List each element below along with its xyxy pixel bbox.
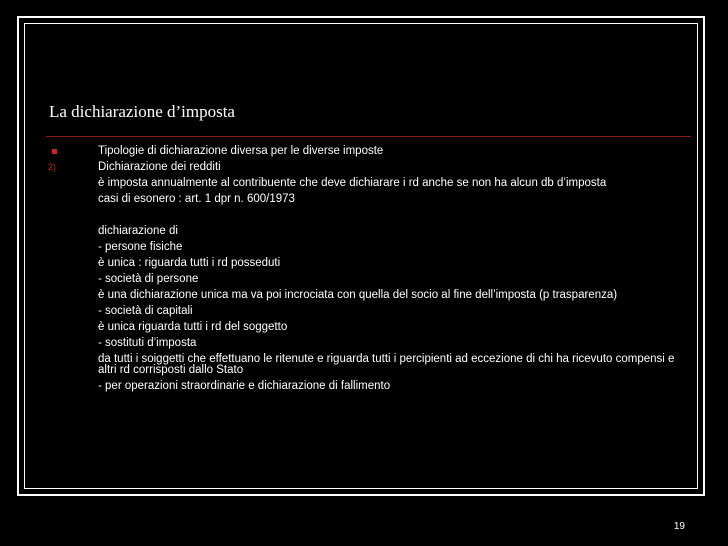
- list-item-text: Dichiarazione dei redditi: [98, 161, 221, 173]
- list-item-text: è unica riguarda tutti i rd del soggetto: [98, 321, 288, 333]
- slide-content: [48, 146, 688, 397]
- list-item-text: - per operazioni straordinarie e dichiarazione di fallimento: [98, 380, 391, 392]
- list-item: [48, 178, 688, 189]
- list-item: [48, 354, 688, 376]
- list-number: 2): [48, 162, 57, 172]
- list-item: [48, 290, 688, 301]
- slide-title: La dichiarazione d’imposta: [49, 102, 235, 121]
- list-item: [48, 226, 688, 237]
- list-item: [48, 274, 688, 285]
- list-item-text: è una dichiarazione unica ma va poi incrociata con quella del socio al fine dell’imposta (p trasparenza): [98, 289, 618, 301]
- page-number: 19: [673, 521, 685, 532]
- list-item: [48, 338, 688, 349]
- list-item-text: casi di esonero : art. 1 dpr n. 600/1973: [98, 193, 295, 205]
- list-item: [48, 194, 688, 205]
- list-item-text: - società di persone: [98, 273, 199, 285]
- list-item-text: - sostituti d’imposta: [98, 337, 197, 349]
- list-item: [48, 162, 688, 173]
- list-item-text: - persone fisiche: [98, 241, 183, 253]
- list-item-text: da tutti i soiggetti che effettuano le ritenute e riguarda tutti i percipienti ad eccezione di chi ha ricevuto compensi e altri rd corrisposti dallo Stato: [98, 353, 675, 376]
- list-item: [48, 258, 688, 269]
- list-item: [48, 146, 688, 157]
- list-item-text: è imposta annualmente al contribuente che deve dichiarare i rd anche se non ha alcun db d’imposta: [98, 177, 607, 189]
- list-item: [48, 322, 688, 333]
- list-item: [48, 381, 688, 392]
- blank-line: [48, 210, 688, 221]
- square-bullet-icon: [52, 149, 57, 154]
- list-item-text: Tipologie di dichiarazione diversa per le diverse imposte: [98, 145, 384, 157]
- list-item: [48, 242, 688, 253]
- list-item: [48, 306, 688, 317]
- list-item-text: dichiarazione di: [98, 225, 178, 237]
- list-item-text: - società di capitali: [98, 305, 193, 317]
- list-item-text: è unica : riguarda tutti i rd posseduti: [98, 257, 281, 269]
- title-divider: [46, 136, 691, 137]
